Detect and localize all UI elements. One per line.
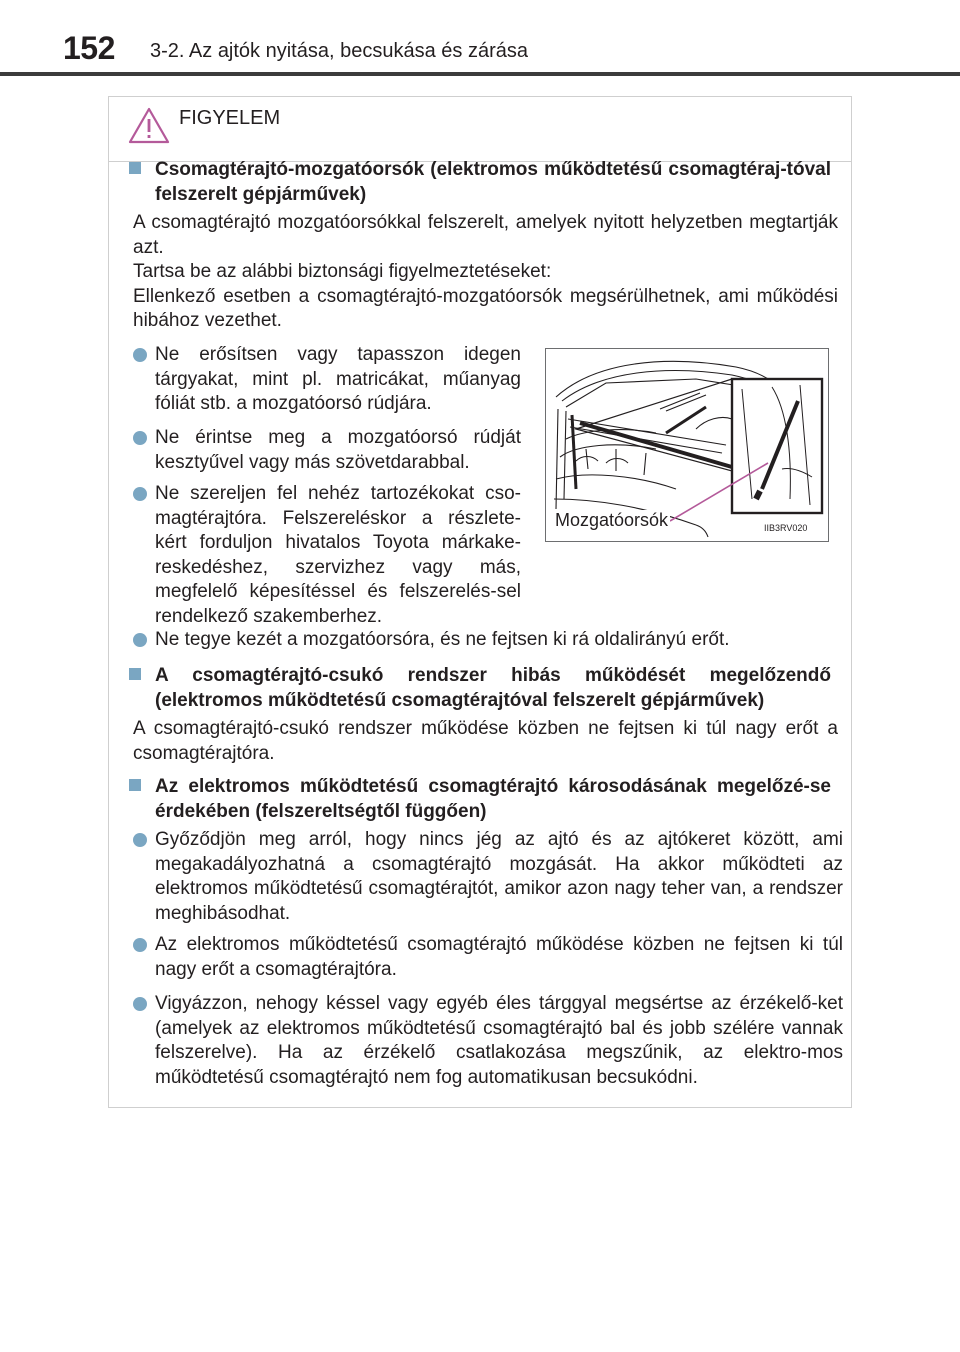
warning-box: [108, 96, 852, 1108]
bullet-item: Ne tegye kezét a mozgatóorsóra, és ne fejtsen ki rá oldalirányú erőt.: [133, 628, 843, 653]
round-bullet-icon: [133, 431, 147, 445]
round-bullet-icon: [133, 833, 147, 847]
section-body-2: A csomagtérajtó-csukó rendszer működése közben ne fejtsen ki túl nagy erőt a csomagtérajtóra.: [133, 718, 838, 764]
section-body-1: A csomagtérajtó mozgatóorsókkal felszerelt, amelyek nyitott helyzetben megtartják azt. Tartsa be az alábbi biztonsági figyelmeztetéseket: Ellenkező esetben a csomagtérajtó-mozgatóorsók megsérülhetnek, ami működési hibához vezethet.: [133, 212, 838, 331]
page-number: 152: [63, 30, 115, 66]
bullet-item: Győződjön meg arról, hogy nincs jég az ajtó és az ajtókeret között, ami megakadályozhatná a csomagtérajtó mozgását. Ha akkor működteti az elektromos működtetésű csomagtérajtót, amikor azon nagy teher van, a rendszer meghibásodhat.: [133, 828, 843, 926]
warning-triangle-icon: [128, 107, 170, 145]
round-bullet-icon: [133, 633, 147, 647]
figure-code: IIB3RV020: [764, 523, 808, 533]
bullet-item: Ne szereljen fel nehéz tartozékokat cso-magtérajtóra. Felszereléskor a részlete-kért forduljon hivatalos Toyota márkake-reskedéshez, szervizhez vagy más, megfelelő képesítéssel és felszerelés-sel rendelkező szakemberhez.: [133, 482, 521, 630]
figure-label: Mozgatóorsók: [555, 510, 669, 530]
square-bullet-icon: [129, 779, 141, 791]
section-heading-2: A csomagtérajtó-csukó rendszer hibás működését megelőzendő (elektromos működtetésű csomagtérajtóval felszerelt gépjárművek): [131, 663, 831, 713]
round-bullet-icon: [133, 938, 147, 952]
page-header: [0, 0, 960, 80]
section-heading-1: Csomagtérajtó-mozgatóorsók (elektromos működtetésű csomagtéraj-tóval felszerelt gépjárművek): [131, 157, 831, 207]
round-bullet-icon: [133, 997, 147, 1011]
bullet-item: Ne érintse meg a mozgatóorsó rúdját kesztyűvel vagy más szövetdarabbal.: [133, 426, 521, 475]
bullet-item: Vigyázzon, nehogy késsel vagy egyéb éles tárggyal megsértse az érzékelő-ket (amelyek az elektromos működtetésű csomagtérajtó bal és jobb szélére vannak felszerelve). Ha az érzékelő csatlakozása megszűnik, az elektro-mos működtetésű csomagtérajtó nem fog automatikusan becsukódni.: [133, 992, 843, 1090]
tailgate-strut-illustration: [545, 348, 829, 542]
round-bullet-icon: [133, 348, 147, 362]
chapter-title: 3-2. Az ajtók nyitása, becsukása és zárása: [150, 40, 528, 62]
section-heading-3: Az elektromos működtetésű csomagtérajtó károsodásának megelőzé-se érdekében (felszereltségtől függően): [131, 774, 831, 824]
square-bullet-icon: [129, 162, 141, 174]
warning-header: [109, 97, 851, 162]
header-rule: [0, 72, 960, 76]
bullet-item: Ne erősítsen vagy tapasszon idegen tárgyakat, mint pl. matricákat, műanyag fóliát stb. a mozgatóorsó rúdjára.: [133, 343, 521, 417]
round-bullet-icon: [133, 487, 147, 501]
square-bullet-icon: [129, 668, 141, 680]
bullet-item: Az elektromos működtetésű csomagtérajtó működése közben ne fejtsen ki túl nagy erőt a csomagtérajtóra.: [133, 933, 843, 982]
warning-title: FIGYELEM: [179, 107, 281, 129]
